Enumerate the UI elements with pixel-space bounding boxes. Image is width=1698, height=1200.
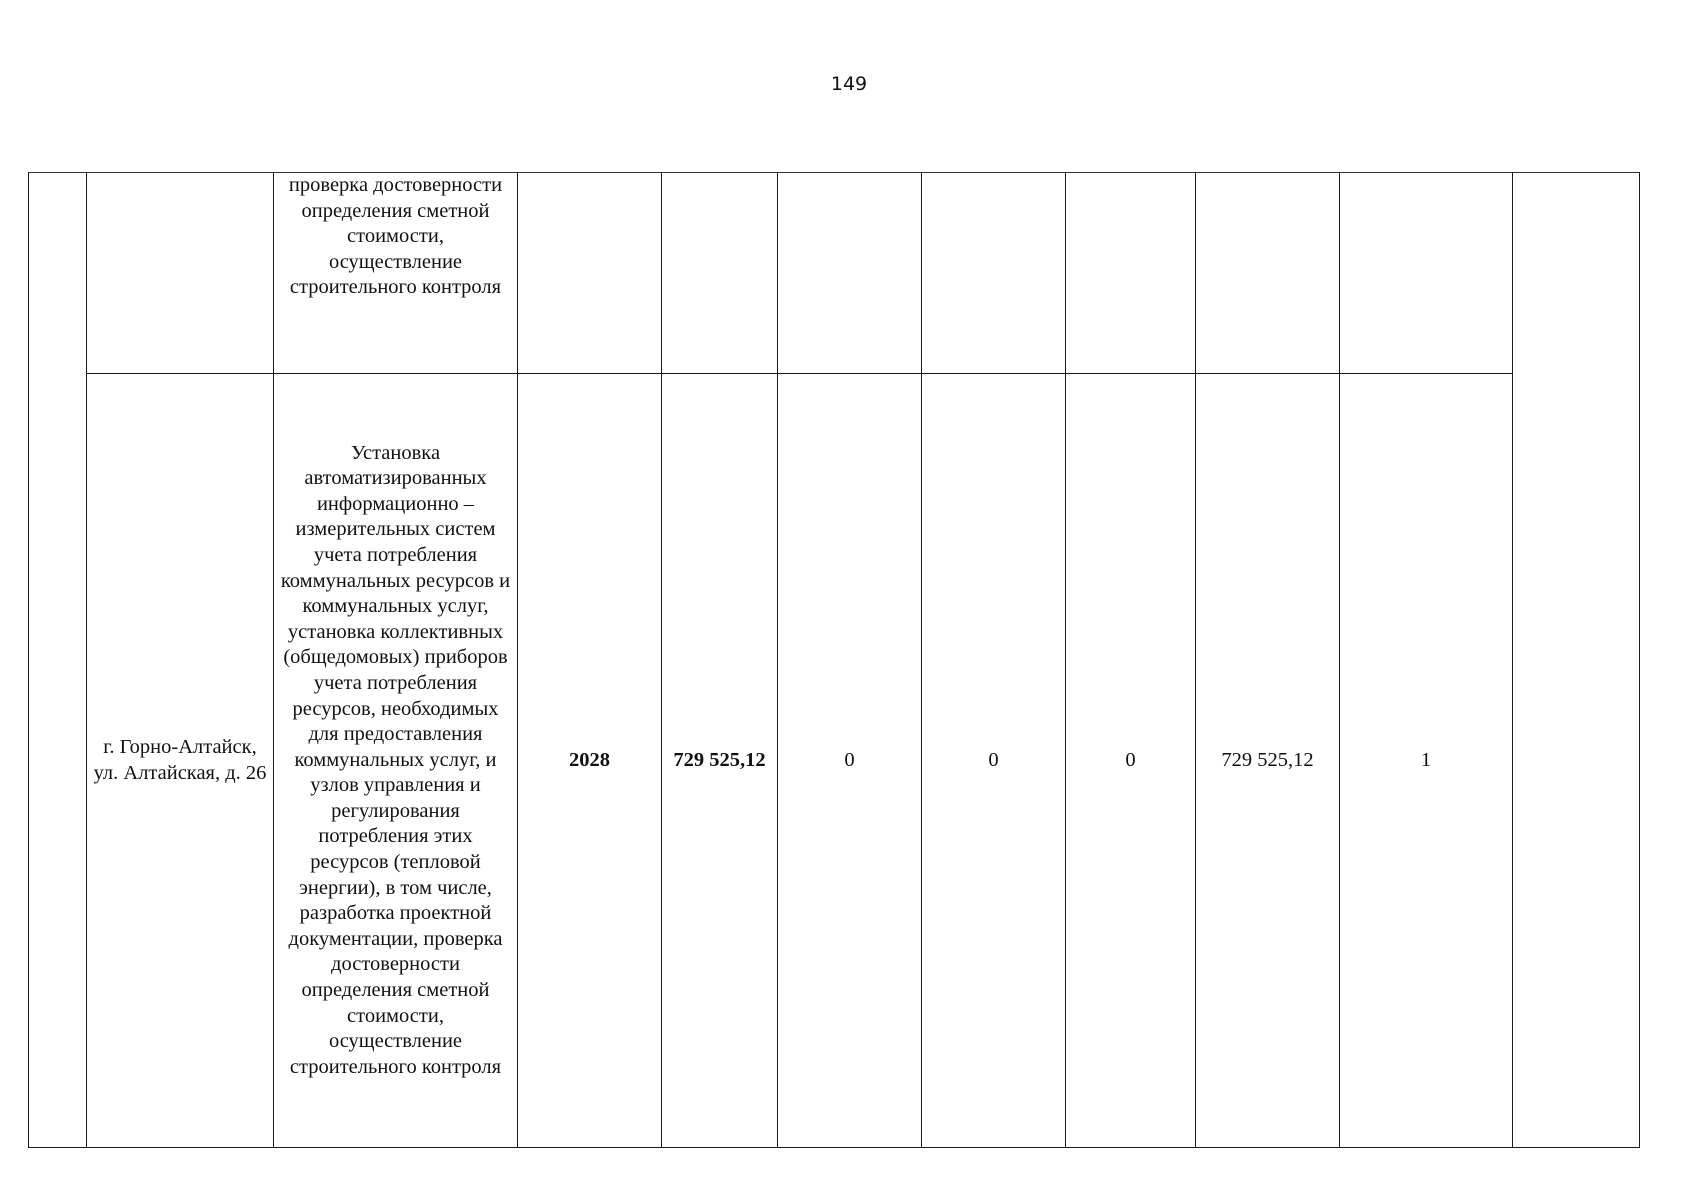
work-description-cell: проверка достоверности определения сметной стоимости, осуществление строительного контроля	[274, 173, 518, 374]
work-description-cell: Установка автоматизированных информационно – измерительных систем учета потребления коммунальных ресурсов и коммунальных услуг, установка коллективных (общедомовых) приборов учета потребления ресурсов, необходимых для предоставления коммунальных услуг, и узлов управления и регулирования потребления этих ресурсов (тепловой энергии), в том числе, разработка проектной документации, проверка достоверности определения сметной стоимости, осуществление строительного контроля	[274, 374, 518, 1148]
value-cell-2: 0	[922, 374, 1066, 1148]
last-column-cell	[1513, 173, 1640, 1148]
count-cell: 1	[1340, 374, 1513, 1148]
address-cell	[87, 173, 274, 374]
table-row	[29, 374, 1640, 1148]
works-table	[28, 172, 1640, 1148]
page-number: 149	[830, 73, 868, 95]
table-row	[29, 173, 1640, 374]
value-cell-2	[922, 173, 1066, 374]
value-cell-1: 0	[778, 374, 922, 1148]
year-cell: 2028	[518, 374, 662, 1148]
value-cell-1	[778, 173, 922, 374]
row-number-cell	[29, 173, 87, 1148]
value-cell-3	[1066, 173, 1196, 374]
value-cell-3: 0	[1066, 374, 1196, 1148]
value-cell-4	[1196, 173, 1340, 374]
total-cost-cell	[662, 173, 778, 374]
year-cell	[518, 173, 662, 374]
address-cell: г. Горно-Алтайск, ул. Алтайская, д. 26	[87, 374, 274, 1148]
total-cost-cell: 729 525,12	[662, 374, 778, 1148]
value-cell-4: 729 525,12	[1196, 374, 1340, 1148]
count-cell	[1340, 173, 1513, 374]
